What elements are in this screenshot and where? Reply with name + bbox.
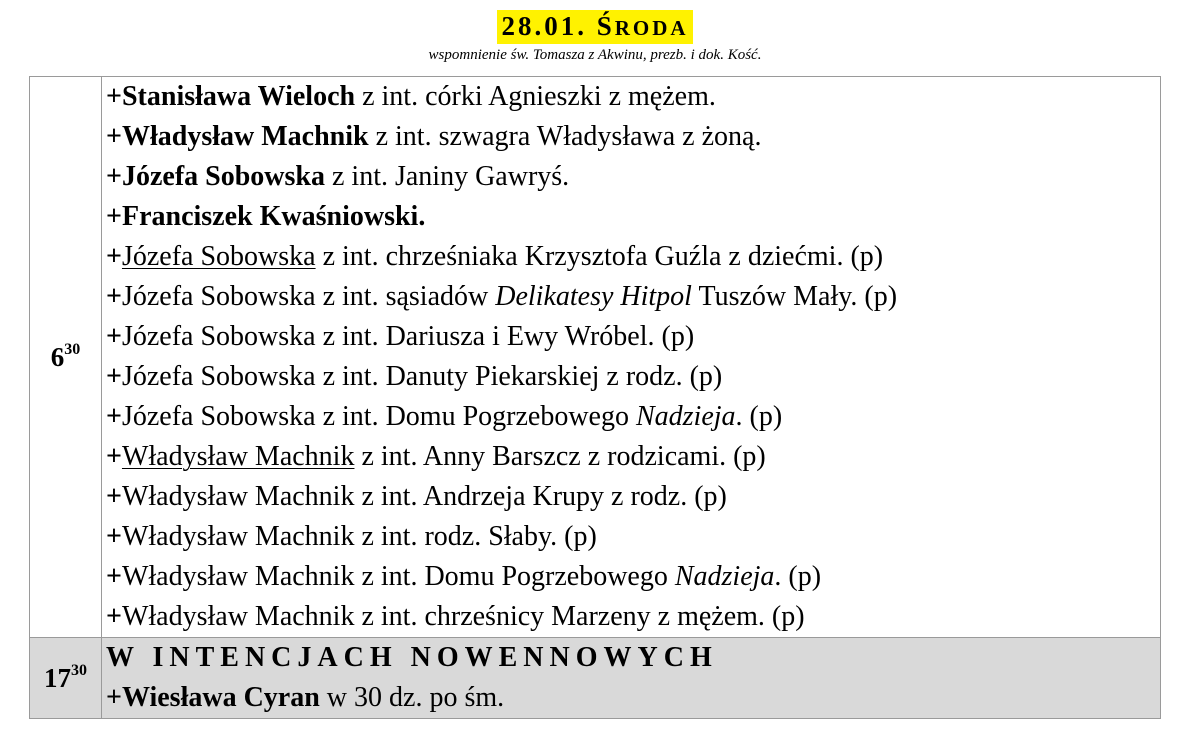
intention-text: w 30 dz. po śm. bbox=[319, 682, 505, 713]
intention-line bbox=[106, 678, 1160, 718]
cross-mark: + bbox=[106, 201, 122, 232]
business-name: Delikatesy Hitpol bbox=[495, 281, 692, 312]
intention-line bbox=[106, 157, 1160, 197]
cross-mark: + bbox=[106, 281, 122, 312]
cross-mark: + bbox=[106, 401, 122, 432]
deceased-name: Władysław Machnik bbox=[121, 121, 369, 152]
intention-text: z int. Janiny Gawryś. bbox=[324, 161, 570, 192]
intention-line bbox=[106, 117, 1160, 157]
intention-text: z int. szwagra Władysława z żoną. bbox=[368, 121, 762, 152]
date-number: 28.01. bbox=[501, 11, 587, 41]
time-minutes: 30 bbox=[71, 661, 87, 679]
cross-mark: + bbox=[106, 521, 122, 552]
intention-line bbox=[106, 557, 1160, 597]
business-name: Nadzieja bbox=[635, 401, 736, 432]
intentions-list-0630 bbox=[102, 77, 1161, 638]
mass-time-1730 bbox=[30, 638, 102, 719]
intention-text-end: . (p) bbox=[735, 401, 783, 432]
intention-text: Władysław Machnik z int. Domu Pogrzebowego bbox=[121, 561, 675, 592]
intention-line bbox=[106, 517, 1160, 557]
cross-mark: + bbox=[106, 321, 122, 352]
deceased-name: Franciszek Kwaśniowski. bbox=[121, 201, 426, 232]
time-hour: 17 bbox=[44, 662, 71, 693]
day-name-initial: Ś bbox=[596, 11, 615, 41]
cross-mark: + bbox=[106, 361, 122, 392]
time-hour: 6 bbox=[50, 341, 65, 372]
deceased-name-underlined: Józefa Sobowska bbox=[121, 241, 316, 272]
mass-time-0630 bbox=[30, 77, 102, 638]
intention-line bbox=[106, 77, 1160, 117]
intention-line bbox=[106, 357, 1160, 397]
cross-mark: + bbox=[106, 121, 122, 152]
mass-row-1730 bbox=[30, 638, 1161, 719]
intention-line bbox=[106, 317, 1160, 357]
intention-text: Józefa Sobowska z int. Dariusza i Ewy Wróbel. (p) bbox=[121, 321, 695, 352]
cross-mark: + bbox=[106, 241, 122, 272]
cross-mark: + bbox=[106, 481, 122, 512]
intention-text: z int. chrześniaka Krzysztofa Guźla z dziećmi. (p) bbox=[315, 241, 884, 272]
intention-text-end: . (p) bbox=[774, 561, 822, 592]
cross-mark: + bbox=[106, 601, 122, 632]
novena-heading: W INTENCJACH NOWENNOWYCH bbox=[106, 642, 718, 673]
deceased-name: Stanisława Wieloch bbox=[121, 81, 356, 112]
intention-line bbox=[106, 437, 1160, 477]
intention-text-end: Tuszów Mały. (p) bbox=[691, 281, 898, 312]
intention-text: Władysław Machnik z int. Andrzeja Krupy z rodz. (p) bbox=[121, 481, 727, 512]
mass-intentions-table bbox=[29, 76, 1161, 719]
time-minutes: 30 bbox=[64, 340, 81, 358]
deceased-name-underlined: Władysław Machnik bbox=[121, 441, 355, 472]
intention-text: Józefa Sobowska z int. sąsiadów bbox=[121, 281, 496, 312]
day-header bbox=[0, 10, 1190, 64]
cross-mark: + bbox=[106, 441, 122, 472]
intentions-list-1730 bbox=[102, 638, 1161, 719]
cross-mark: + bbox=[106, 561, 122, 592]
cross-mark: + bbox=[106, 161, 122, 192]
cross-mark: + bbox=[106, 81, 122, 112]
day-name-rest: RODA bbox=[614, 16, 689, 40]
intention-text: Józefa Sobowska z int. Domu Pogrzebowego bbox=[121, 401, 636, 432]
intention-text: Józefa Sobowska z int. Danuty Piekarskiej z rodz. (p) bbox=[121, 361, 723, 392]
intention-text: z int. Anny Barszcz z rodzicami. (p) bbox=[354, 441, 766, 472]
intention-line bbox=[106, 277, 1160, 317]
intention-text: Władysław Machnik z int. chrześnicy Marzeny z mężem. (p) bbox=[121, 601, 805, 632]
mass-row-0630 bbox=[30, 77, 1161, 638]
intention-line bbox=[106, 237, 1160, 277]
intention-line bbox=[106, 477, 1160, 517]
date-title bbox=[497, 10, 692, 44]
cross-mark: + bbox=[106, 682, 122, 713]
intention-text: z int. córki Agnieszki z mężem. bbox=[355, 81, 716, 112]
intention-text: Władysław Machnik z int. rodz. Słaby. (p) bbox=[121, 521, 597, 552]
deceased-name: Józefa Sobowska bbox=[121, 161, 325, 192]
liturgical-subtitle: wspomnienie św. Tomasza z Akwinu, prezb. i dok. Kość. bbox=[428, 47, 762, 63]
intention-line bbox=[106, 597, 1160, 637]
intention-line bbox=[106, 197, 1160, 237]
intention-line bbox=[106, 397, 1160, 437]
business-name: Nadzieja bbox=[674, 561, 775, 592]
deceased-name: Wiesława Cyran bbox=[121, 682, 320, 713]
